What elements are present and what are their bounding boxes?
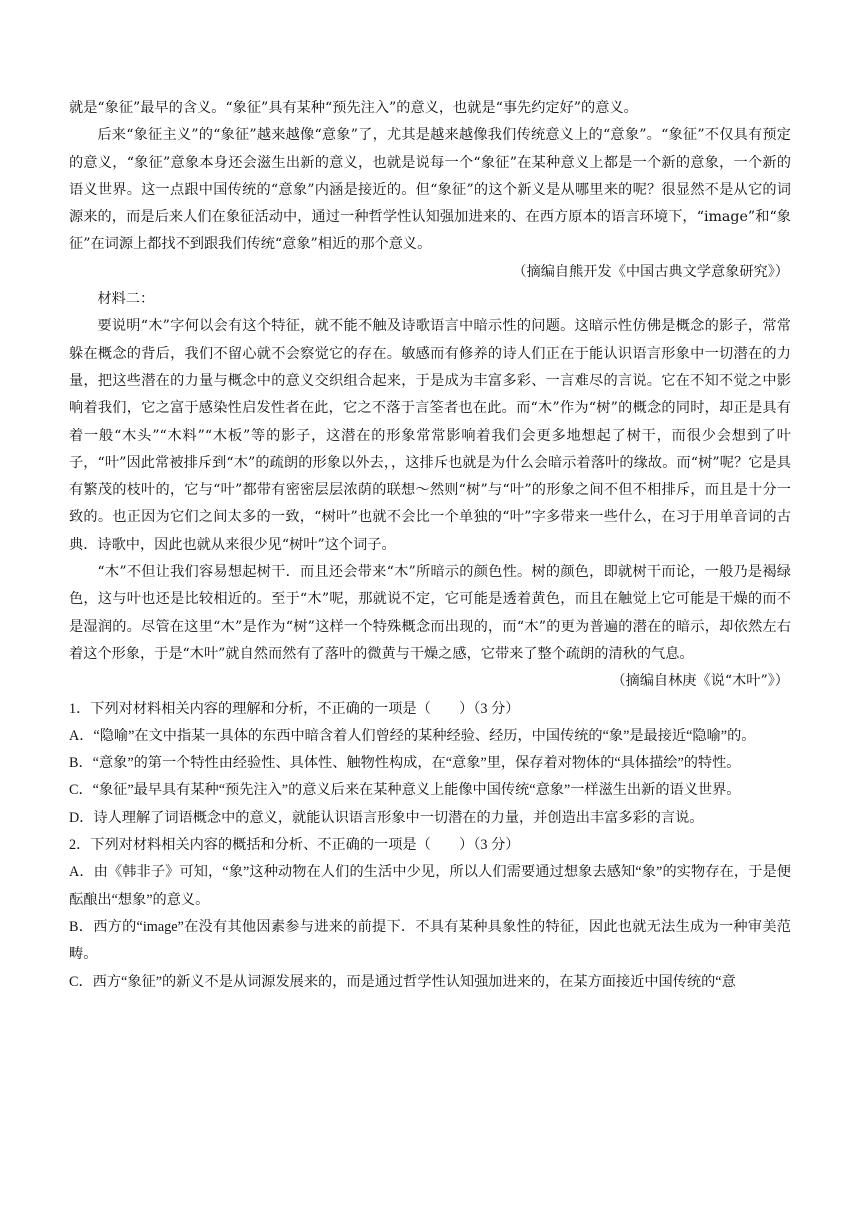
question-2-stem: 2．下列对材料相关内容的概括和分析、不正确的一项是（ ）（3 分） — [69, 837, 520, 854]
question-2-option-a: A．由《韩非子》可知，“象”这种动物在人们的生活中少见，所以人们需要通过想象去感知“象”的实物存在，于是便酝酿出“想象”的意义。 — [69, 864, 791, 908]
document-page — [69, 95, 791, 996]
material1-paragraph-tail: 就是“象征”最早的含义。“象征”具有某种“预先注入”的意义，也就是“事先约定好”的意义。 — [69, 100, 638, 116]
material2-label: 材料二： — [97, 291, 155, 308]
material1-paragraph-later: 后来“象征主义”的“象征”越来越像“意象”了，尤其是越来越像我们传统意义上的“意象”。“象征”不仅具有预定的意义，“象征”意象本身还会滋生出新的意义，也就是说每一个“象征”在某种意义上都是一个新的意象，一个新的语义世界。这一点跟中国传统的“意象”内涵是接近的。但“象征”的这个新义是从哪里来的呢？很显然不是从它的词源来的，而是后来人们在象征活动中，通过一种哲学性认知强加进来的、在西方原本的语言环境下，“image”和“象征”在词源上都找不到跟我们传统“意象”相近的那个意义。 — [69, 127, 791, 253]
material1-source: （摘编自熊开发《中国古典文学意象研究》） — [512, 263, 789, 280]
question-1-option-c: C．“象征”最早具有某种“预先注入”的意义后来在某种意义上能像中国传统“意象”一样滋生出新的语义世界。 — [69, 782, 741, 799]
question-1-option-b: B．“意象”的第一个特性由经验性、具体性、触物性构成，在“意象”里，保存着对物体的“具体描绘”的特性。 — [69, 755, 741, 772]
question-1 — [69, 696, 791, 832]
question-2 — [69, 832, 791, 996]
question-1-stem: 1．下列对材料相关内容的理解和分析，不正确的一项是（ ）（3 分） — [69, 700, 520, 717]
material2-source: （摘编自林庚《说“木叶”》） — [611, 673, 789, 690]
question-1-option-a: A．“隐喻”在文中指某一具体的东西中暗含着人们曾经的某种经验、经历，中国传统的“象”是最接近“隐喻”的。 — [69, 727, 756, 744]
question-2-option-b: B．西方的“image”在没有其他因素参与进来的前提下．不具有某种具象性的特征，因此也就无法生成为一种审美范畴。 — [69, 918, 791, 963]
material2-paragraph-1: 要说明“木”字何以会有这个特征，就不能不触及诗歌语言中暗示性的问题。这暗示性仿佛是概念的影子，常常躲在概念的背后，我们不留心就不会察觉它的存在。敏感而有修养的诗人们正在于能认识语言形象中一切潜在的力量，把这些潜在的力量与概念中的意义交织组合起来，于是成为丰富多彩、一言难尽的言说。它在不知不觉之中影响着我们，它之富于感染性启发性者在此，它之不落于言筌者也在此。而“木”作为“树”的概念的同时，却正是具有着一般“木头”“木料”“木板”等的影子，这潜在的形象常常影响着我们会更多地想起了树干，而很少会想到了叶子，“叶”因此常被排斥到“木”的疏朗的形象以外去，，这排斥也就是为什么会暗示着落叶的缘故。而“树”呢？它是具有繁茂的枝叶的，它与“叶”都带有密密层层浓荫的联想～然则“树”与“叶”的形象之间不但不相排斥，而且是十分一致的。也正因为它们之间太多的一致，“树叶”也就不会比一个单独的“叶”字多带来一些什么，在习于用单音词的古典．诗歌中，因此也就从来很少见“树叶”这个词子。 — [69, 318, 791, 553]
question-1-option-d: D．诗人理解了词语概念中的意义，就能认识语言形象中一切潜在的力量，并创造出丰富多彩的言说。 — [69, 809, 704, 826]
question-2-option-c: C．西方“象征”的新义不是从词源发展来的，而是通过哲学性认知强加进来的，在某方面接近中国传统的“意 — [69, 973, 736, 990]
material2-paragraph-2: “木”不但让我们容易想起树干．而且还会带来“木”所暗示的颜色性。树的颜色，即就树干而论，一般乃是褐绿色，这与叶也还是比较相近的。至于“木”呢，那就说不定，它可能是透着黄色，而且在触觉上它可能是干燥的而不是湿润的。尽管在这里“木”是作为“树”这样一个特殊概念而出现的，而“木”的更为普遍的潜在的暗示，却依然左右着这个形象，于是“木叶”就自然而然有了落叶的微黄与干燥之感，它带来了整个疏朗的清秋的气息。 — [69, 564, 791, 662]
